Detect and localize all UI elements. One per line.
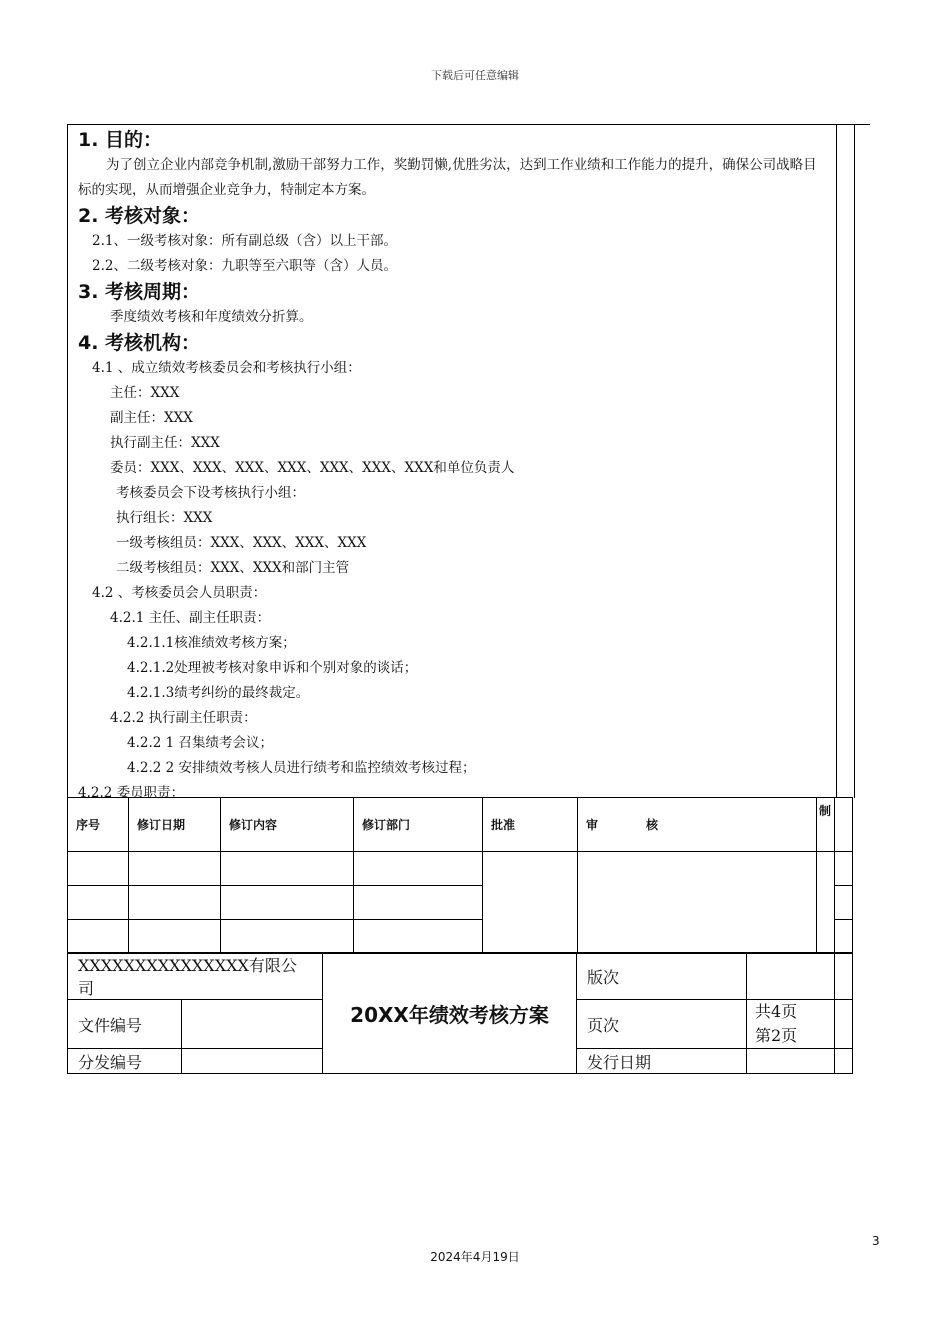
col-header-rev-content: 修订内容 xyxy=(221,798,354,852)
frame-top-line xyxy=(67,124,870,125)
body-line: 副主任：XXX xyxy=(110,410,193,426)
empty-cell xyxy=(68,886,129,920)
empty-cell xyxy=(835,798,853,852)
issue-date-label: 发行日期 xyxy=(577,1049,747,1074)
revision-table xyxy=(67,797,853,954)
empty-cell xyxy=(835,886,853,920)
empty-cell xyxy=(835,1000,853,1049)
table-row xyxy=(68,852,853,886)
empty-cell xyxy=(354,852,483,886)
col-header-rev-date: 修订日期 xyxy=(129,798,221,852)
issue-date-value xyxy=(747,1049,835,1074)
distribution-number-value xyxy=(182,1049,323,1074)
body-line: 4.2.1.3绩考纠纷的最终裁定。 xyxy=(127,685,310,701)
empty-cell xyxy=(835,953,853,1000)
page-label: 页次 xyxy=(577,1000,747,1049)
col-header-rev-dept: 修订部门 xyxy=(354,798,483,852)
col-header-prepare: 制 xyxy=(817,798,835,852)
empty-cell xyxy=(835,1049,853,1074)
file-number-value xyxy=(182,1000,323,1049)
edition-value xyxy=(747,953,835,1000)
body-line: 主任：XXX xyxy=(110,385,180,401)
empty-cell xyxy=(68,920,129,954)
body-line: 执行组长：XXX xyxy=(116,510,213,526)
header-note: 下载后可任意编辑 xyxy=(431,69,519,82)
distribution-number-label: 分发编号 xyxy=(68,1049,182,1074)
body-line: 委员：XXX、XXX、XXX、XXX、XXX、XXX、XXX和单位负责人 xyxy=(110,460,515,476)
document-body xyxy=(78,127,823,806)
body-line: 4.2.2 2 安排绩效考核人员进行绩考和监控绩效考核过程； xyxy=(127,760,476,776)
body-line: 4.2 、考核委员会人员职责： xyxy=(92,585,267,601)
empty-cell xyxy=(221,886,354,920)
empty-cell xyxy=(129,852,221,886)
approve-cell xyxy=(483,852,578,954)
col-header-approve: 批准 xyxy=(483,798,578,852)
revision-header-row xyxy=(68,798,853,852)
body-line: 4.1 、成立绩效考核委员会和考核执行小组： xyxy=(92,360,361,376)
section-heading: 2. 考核对象： xyxy=(78,205,201,227)
col-header-seq: 序号 xyxy=(68,798,129,852)
empty-cell xyxy=(835,852,853,886)
body-line: 4.2.1.2处理被考核对象申诉和个别对象的谈话； xyxy=(127,660,418,676)
empty-cell xyxy=(129,886,221,920)
company-name: XXXXXXXXXXXXXXX有限公司 xyxy=(68,953,323,1000)
page-number: 3 xyxy=(872,1234,880,1248)
section-heading: 4. 考核机构： xyxy=(78,332,201,354)
current-page: 第2页 xyxy=(755,1026,798,1045)
section-heading: 1. 目的： xyxy=(78,129,163,151)
total-pages: 共4页 xyxy=(755,1002,798,1021)
frame-outer-right-line xyxy=(854,124,855,798)
empty-cell xyxy=(221,920,354,954)
empty-cell xyxy=(221,852,354,886)
edition-label: 版次 xyxy=(577,953,747,1000)
empty-cell xyxy=(354,920,483,954)
empty-cell xyxy=(68,852,129,886)
section-heading: 3. 考核周期： xyxy=(78,281,201,303)
file-number-label: 文件编号 xyxy=(68,1000,182,1049)
empty-cell xyxy=(129,920,221,954)
body-line: 考核委员会下设考核执行小组： xyxy=(116,485,305,501)
body-line: 二级考核组员：XXX、XXX和部门主管 xyxy=(116,560,350,576)
prepare-cell xyxy=(817,852,835,954)
body-line: 季度绩效考核和年度绩效分折算。 xyxy=(110,309,313,325)
body-line: 2.2、二级考核对象：九职等至六职等（含）人员。 xyxy=(92,258,397,274)
empty-cell xyxy=(354,886,483,920)
footer-date: 2024年4月19日 xyxy=(430,1250,520,1264)
purpose-paragraph: 为了创立企业内部竞争机制,激励干部努力工作，奖勤罚懒,优胜劣汰，达到工作业绩和工作能力的提升，确保公司战略目标的实现，从而增强企业竞争力，特制定本方案。 xyxy=(78,157,817,198)
empty-cell xyxy=(835,920,853,954)
frame-right-line xyxy=(836,124,837,798)
page-count-cell xyxy=(747,1000,835,1049)
body-line: 4.2.2 执行副主任职责： xyxy=(110,710,257,726)
body-line: 4.2.2 委员职责： xyxy=(78,785,185,801)
review-cell xyxy=(578,852,817,954)
col-header-review: 审 核 xyxy=(578,798,817,852)
body-line: 一级考核组员：XXX、XXX、XXX、XXX xyxy=(116,535,367,551)
document-title: 20XX年绩效考核方案 xyxy=(323,953,577,1074)
body-line: 4.2.1 主任、副主任职责： xyxy=(110,610,271,626)
frame-left-line xyxy=(67,124,68,798)
body-line: 4.2.1.1核准绩效考核方案； xyxy=(127,635,296,651)
body-line: 2.1、一级考核对象：所有副总级（含）以上干部。 xyxy=(92,233,397,249)
document-info-table xyxy=(67,952,853,1074)
body-line: 4.2.2 1 召集绩考会议； xyxy=(127,735,274,751)
body-line: 执行副主任：XXX xyxy=(110,435,220,451)
